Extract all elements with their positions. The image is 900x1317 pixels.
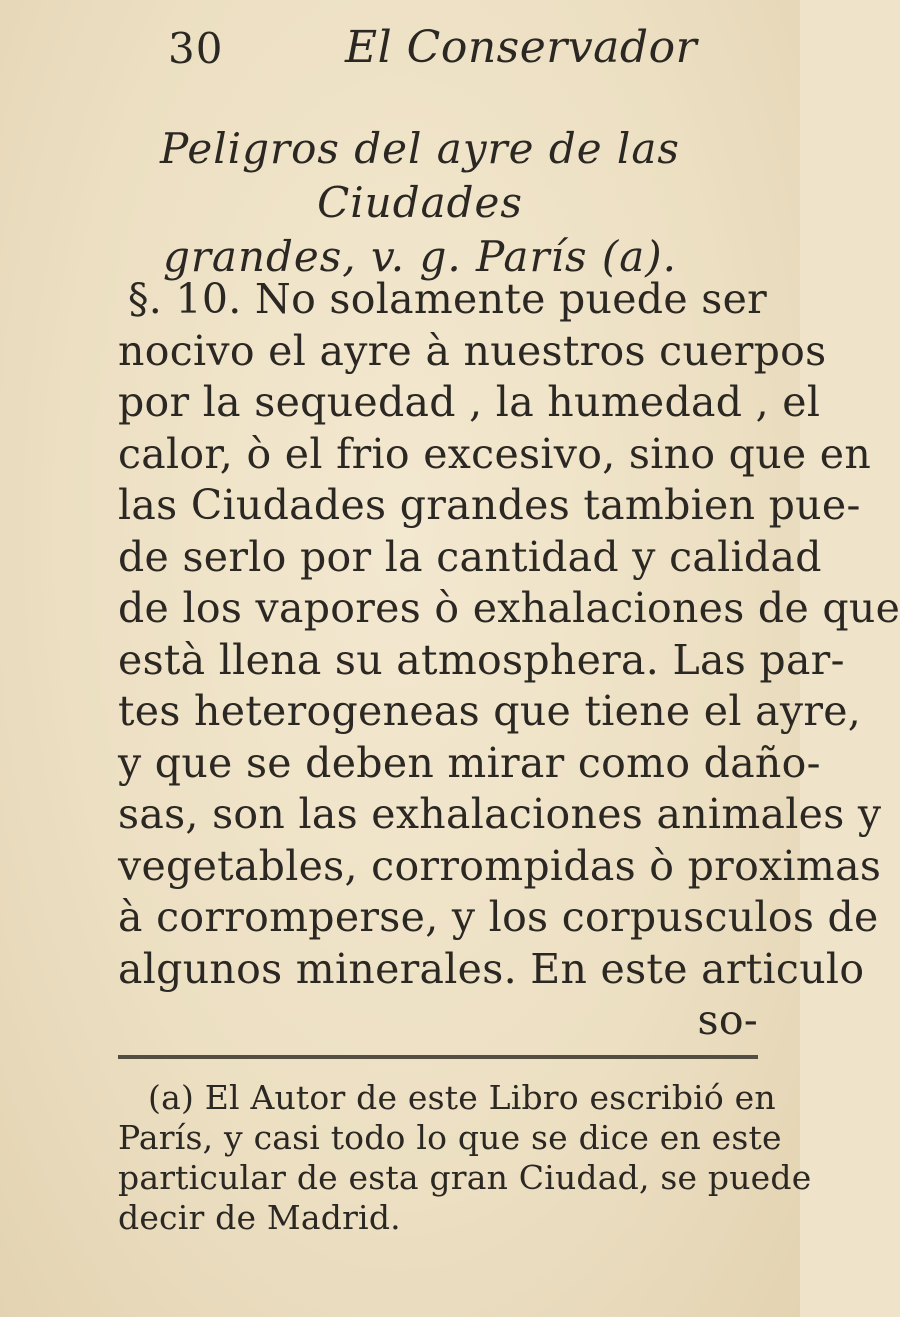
body-paragraph [118,274,900,1047]
text-line: sas, son las exhalaciones animales y [118,790,882,838]
text-line: vegetables, corrompidas ò proximas [118,841,882,890]
text-line: tes heterogeneas que tiene el ayre, [118,687,862,735]
footnote-line: París, y casi todo lo que se dice en este [118,1118,782,1157]
footnote-line: particular de esta gran Ciudad, se puede [118,1158,812,1197]
section-title-line-2: grandes, v. g. París (a). [162,232,678,281]
footnote-divider [118,1055,758,1059]
text-line: à corromperse, y los corpusculos de [118,893,879,941]
text-line: por la sequedad , la humedad , el [118,378,821,426]
text-line: algunos minerales. En este articulo [118,944,865,993]
footnote-line: decir de Madrid. [118,1198,401,1237]
text-line: §. 10. No solamente puede ser [128,275,768,323]
text-line: de los vapores ò exhalaciones de que [118,584,900,632]
text-line: las Ciudades grandes tambien pue- [118,481,861,529]
text-line: de serlo por la cantidad y calidad [118,532,822,581]
text-line: està llena su atmosphera. Las par- [118,635,845,684]
text-line: y que se deben mirar como daño- [118,738,821,787]
page-header [0,18,800,78]
text-line: nocivo el ayre à nuestros cuerpos [118,326,827,375]
catchword: so- [697,996,758,1044]
footnote-line: (a) El Autor de este Libro escribió en [148,1078,776,1117]
section-title-line-1: Peligros del ayre de las Ciudades [160,124,680,227]
section-title [100,122,740,284]
running-head: El Conservador [345,22,698,73]
text-line: calor, ò el frio excesivo, sino que en [118,429,872,478]
page-number: 30 [168,24,224,73]
footnote [118,1078,812,1238]
